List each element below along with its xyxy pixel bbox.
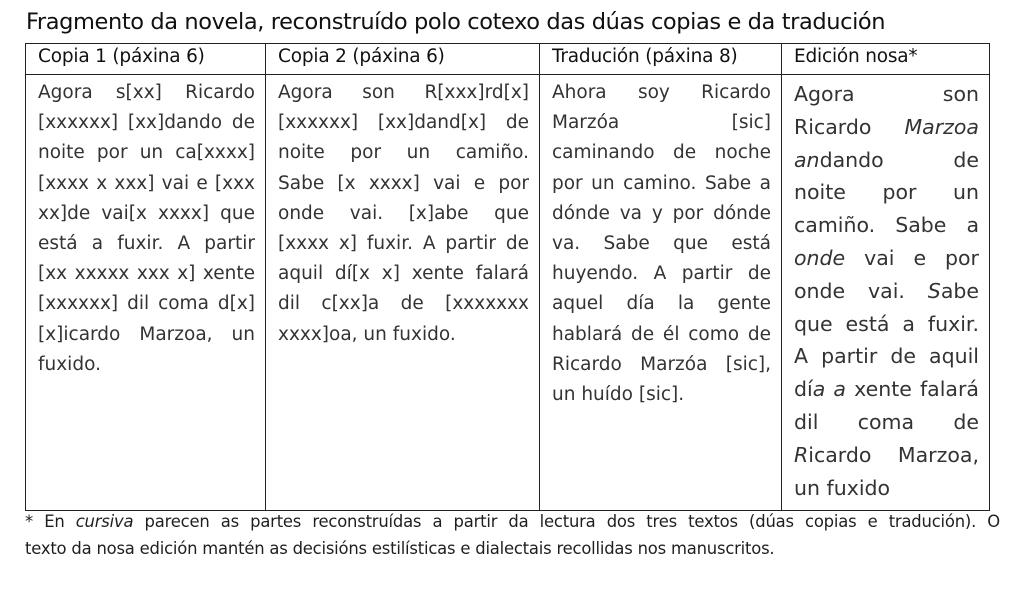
italic-segment: onde (794, 245, 846, 270)
text-line: [xx xxxxx xxx x] xente (38, 263, 255, 285)
text-line: hablará de él como de (552, 323, 771, 345)
text-line (794, 406, 979, 439)
table-header-row (26, 44, 990, 75)
text-line (794, 78, 979, 111)
text-block-copia-1 (38, 78, 255, 380)
text-line: onde vai. [x]abe que (278, 202, 529, 224)
text-line: por un camino. Sabe a (552, 172, 771, 194)
text-line (794, 242, 979, 275)
column-header-edicion-nosa: Edición nosa* (782, 44, 990, 75)
footnote (25, 508, 1000, 562)
text-segment: * En (25, 512, 76, 531)
text-line: [xxxx x] fuxir. A partir de (278, 232, 529, 254)
text-segment: texto da nosa edición mantén as decisións estilísticas e dialectais recollidas nos manuscritos. (25, 539, 775, 558)
text-line (794, 144, 979, 177)
text-line: huyendo. A partir de (552, 263, 771, 285)
italic-segment: cursiva (75, 512, 134, 531)
text-segment: icardo Marzoa, (808, 442, 979, 467)
text-line (794, 111, 979, 144)
text-line: [xxxxxx] dil coma d[x] (38, 293, 255, 315)
text-segment: parecen as partes reconstruídas a partir da lectura dos tres textos (dúas copias e tradución). O (133, 512, 1000, 531)
column-header-copia-1: Copia 1 (páxina 6) (26, 44, 266, 75)
table-row (26, 75, 990, 511)
column-header-traducion: Tradución (páxina 8) (540, 44, 782, 75)
italic-segment: a a (812, 377, 846, 402)
text-line: noite por un ca[xxxx] (38, 142, 255, 164)
text-segment: dil coma de (794, 409, 979, 434)
text-line (794, 340, 979, 373)
text-line: xx]de vai[x xxxx] que (38, 202, 255, 224)
text-segment: A partir de aquil (794, 344, 979, 369)
text-line: Agora son R[xxx]rd[x] (278, 82, 529, 103)
text-line: xxxx]oa, un fuxido. (278, 323, 456, 345)
text-block-traducion (552, 78, 771, 410)
cell-copia-2 (266, 75, 540, 511)
text-segment: noite por un (794, 180, 979, 205)
text-line: noite por un camiño. (278, 142, 529, 164)
page-title: Fragmento da novela, reconstruído polo cotexo das dúas copias e da tradución (26, 9, 886, 35)
text-line (794, 275, 979, 308)
italic-segment: R (794, 442, 809, 467)
text-line: un huído [sic]. (552, 383, 685, 405)
italic-segment: an (794, 147, 820, 172)
text-line (794, 472, 979, 505)
text-line: caminando de noche (552, 142, 771, 164)
cell-traducion (540, 75, 782, 511)
text-line: [xxxx x xxx] vai e [xxx (38, 172, 255, 194)
cell-copia-1 (26, 75, 266, 511)
text-line: [x]icardo Marzoa, un (38, 323, 255, 345)
text-line (794, 373, 979, 406)
text-line: va. Sabe que está (552, 232, 771, 254)
text-line: Ahora soy Ricardo (552, 82, 771, 103)
text-block-copia-2 (278, 78, 529, 350)
text-line: Marzóa [sic] (552, 112, 771, 134)
text-line: Sabe [x xxxx] vai e por (278, 172, 529, 194)
text-segment: abe (940, 278, 979, 303)
italic-segment: Marzoa (904, 114, 979, 139)
italic-segment: S (927, 278, 941, 303)
text-line (794, 439, 979, 472)
text-line: [xxxxxx] [xx]dand[x] de (278, 112, 529, 134)
comparison-table (25, 43, 990, 511)
text-line (794, 176, 979, 209)
text-segment: vai e por (845, 245, 979, 270)
footnote-line (25, 535, 1000, 562)
column-header-copia-2: Copia 2 (páxina 6) (266, 44, 540, 75)
text-line: dil c[xx]a de [xxxxxxx (278, 293, 529, 315)
text-line: fuxido. (38, 353, 101, 375)
text-segment: dando de (819, 147, 979, 172)
text-segment: Agora son (794, 82, 979, 106)
text-line: Agora s[xx] Ricardo (38, 82, 255, 103)
text-line: Ricardo Marzóa [sic], (552, 353, 771, 375)
text-line (794, 209, 979, 242)
text-line: está a fuxir. A partir (38, 232, 255, 254)
cell-edicion-nosa (782, 75, 990, 511)
text-segment: onde vai. (794, 278, 928, 303)
text-segment: que está a fuxir. (794, 311, 979, 336)
text-segment: dí (794, 377, 813, 402)
text-line: aquil dí[x x] xente falará (278, 263, 529, 285)
text-segment: Ricardo (794, 114, 905, 139)
text-line (794, 308, 979, 341)
text-line: aquel día la gente (552, 293, 771, 315)
text-block-edicion-nosa (794, 78, 979, 504)
text-segment: camiño. Sabe a (794, 213, 979, 238)
footnote-line (25, 508, 1000, 535)
text-line: dónde va y por dónde (552, 202, 771, 224)
text-line: [xxxxxx] [xx]dando de (38, 112, 255, 134)
text-segment: un fuxido (794, 475, 891, 500)
text-segment: xente falará (845, 377, 979, 402)
